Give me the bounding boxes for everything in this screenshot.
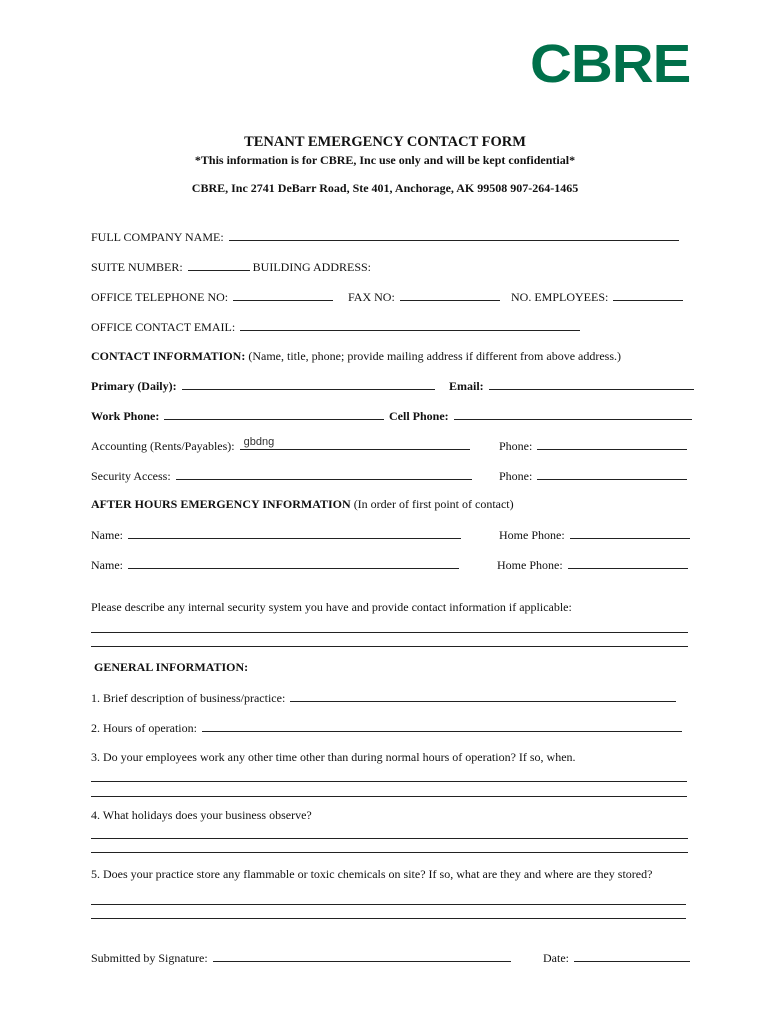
name-field-1[interactable] bbox=[128, 527, 461, 539]
question-2-field[interactable] bbox=[202, 720, 682, 732]
security-phone-field[interactable] bbox=[537, 468, 687, 480]
employees-label: NO. EMPLOYEES: bbox=[511, 290, 609, 304]
company-name-row bbox=[91, 229, 679, 244]
after-hours-name-row-1 bbox=[91, 527, 461, 542]
work-phone-label: Work Phone: bbox=[91, 409, 160, 423]
contact-info-header bbox=[91, 349, 621, 363]
security-answer-line-2[interactable] bbox=[91, 646, 688, 647]
email-field[interactable] bbox=[489, 378, 694, 390]
employees-field[interactable] bbox=[613, 289, 683, 301]
home-phone-row-2 bbox=[497, 557, 688, 572]
after-hours-note: (In order of first point of contact) bbox=[353, 497, 514, 511]
cbre-logo: CBRE bbox=[530, 34, 691, 95]
question-2-label: 2. Hours of operation: bbox=[91, 721, 197, 735]
contact-info-heading: CONTACT INFORMATION: bbox=[91, 349, 246, 363]
primary-row bbox=[91, 378, 435, 393]
office-phone-label: OFFICE TELEPHONE NO: bbox=[91, 290, 229, 304]
company-name-label: FULL COMPANY NAME: bbox=[91, 230, 224, 244]
primary-field[interactable] bbox=[182, 378, 435, 390]
security-prompt: Please describe any internal security system you have and provide contact information if applicable: bbox=[91, 600, 572, 614]
question-2-row bbox=[91, 720, 682, 735]
question-3-label: 3. Do your employees work any other time other than during normal hours of operation? If so, when. bbox=[91, 750, 576, 764]
office-phone-field[interactable] bbox=[233, 289, 333, 301]
security-phone-row bbox=[499, 468, 687, 483]
after-hours-heading: AFTER HOURS EMERGENCY INFORMATION bbox=[91, 497, 351, 511]
contact-info-note: (Name, title, phone; provide mailing address if different from above address.) bbox=[248, 349, 622, 363]
work-phone-row bbox=[91, 408, 384, 423]
question-4-answer-line-1[interactable] bbox=[91, 838, 688, 839]
signature-field[interactable] bbox=[213, 950, 511, 962]
cell-phone-row bbox=[389, 408, 692, 423]
question-5-answer-line-2[interactable] bbox=[91, 918, 686, 919]
question-1-label: 1. Brief description of business/practice: bbox=[91, 691, 286, 705]
suite-row bbox=[91, 259, 371, 274]
accounting-phone-field[interactable] bbox=[537, 438, 687, 450]
security-label: Security Access: bbox=[91, 469, 171, 483]
question-3-answer-line-2[interactable] bbox=[91, 796, 687, 797]
date-row bbox=[543, 950, 690, 965]
accounting-value: gbdng bbox=[243, 436, 275, 448]
question-1-field[interactable] bbox=[290, 690, 676, 702]
email-row bbox=[449, 378, 694, 393]
question-1-row bbox=[91, 690, 676, 705]
date-label: Date: bbox=[543, 951, 569, 965]
cell-phone-label: Cell Phone: bbox=[389, 409, 449, 423]
home-phone-field-1[interactable] bbox=[570, 527, 690, 539]
suite-number-field[interactable] bbox=[188, 259, 250, 271]
fax-row bbox=[348, 289, 500, 304]
office-email-label: OFFICE CONTACT EMAIL: bbox=[91, 320, 236, 334]
home-phone-label-1: Home Phone: bbox=[499, 528, 565, 542]
fax-label: FAX NO: bbox=[348, 290, 395, 304]
accounting-label: Accounting (Rents/Payables): bbox=[91, 439, 235, 453]
work-phone-field[interactable] bbox=[164, 408, 384, 420]
suite-number-label: SUITE NUMBER: bbox=[91, 260, 183, 274]
signature-row bbox=[91, 950, 511, 965]
confidentiality-note: *This information is for CBRE, Inc use only and will be kept confidential* bbox=[194, 153, 576, 167]
security-answer-line-1[interactable] bbox=[91, 632, 688, 633]
company-address: CBRE, Inc 2741 DeBarr Road, Ste 401, Anchorage, AK 99508 907-264-1465 bbox=[191, 181, 579, 195]
company-name-field[interactable] bbox=[229, 229, 679, 241]
after-hours-header bbox=[91, 497, 514, 511]
accounting-field[interactable] bbox=[240, 438, 470, 450]
home-phone-field-2[interactable] bbox=[568, 557, 688, 569]
signature-label: Submitted by Signature: bbox=[91, 951, 208, 965]
name-label-2: Name: bbox=[91, 558, 123, 572]
security-field[interactable] bbox=[176, 468, 472, 480]
general-info-heading: GENERAL INFORMATION: bbox=[94, 660, 249, 674]
cell-phone-field[interactable] bbox=[454, 408, 692, 420]
security-phone-label: Phone: bbox=[499, 469, 533, 483]
accounting-phone-label: Phone: bbox=[499, 439, 533, 453]
office-email-row bbox=[91, 319, 580, 334]
question-5-label: 5. Does your practice store any flammable or toxic chemicals on site? If so, what are they and where are they stored? bbox=[91, 867, 653, 881]
question-4-label: 4. What holidays does your business observe? bbox=[91, 808, 312, 822]
building-address-label: BUILDING ADDRESS: bbox=[252, 260, 372, 274]
question-5-answer-line-1[interactable] bbox=[91, 904, 686, 905]
home-phone-label-2: Home Phone: bbox=[497, 558, 563, 572]
security-row bbox=[91, 468, 472, 483]
primary-label: Primary (Daily): bbox=[91, 379, 177, 393]
home-phone-row-1 bbox=[499, 527, 690, 542]
after-hours-name-row-2 bbox=[91, 557, 459, 572]
accounting-row bbox=[91, 438, 470, 453]
employees-row bbox=[511, 289, 683, 304]
question-4-answer-line-2[interactable] bbox=[91, 852, 688, 853]
office-email-field[interactable] bbox=[240, 319, 580, 331]
name-label-1: Name: bbox=[91, 528, 123, 542]
date-field[interactable] bbox=[574, 950, 690, 962]
question-3-answer-line-1[interactable] bbox=[91, 781, 687, 782]
accounting-phone-row bbox=[499, 438, 687, 453]
fax-field[interactable] bbox=[400, 289, 500, 301]
email-label: Email: bbox=[449, 379, 484, 393]
office-phone-row bbox=[91, 289, 333, 304]
form-title: TENANT EMERGENCY CONTACT FORM bbox=[244, 134, 526, 150]
name-field-2[interactable] bbox=[128, 557, 459, 569]
